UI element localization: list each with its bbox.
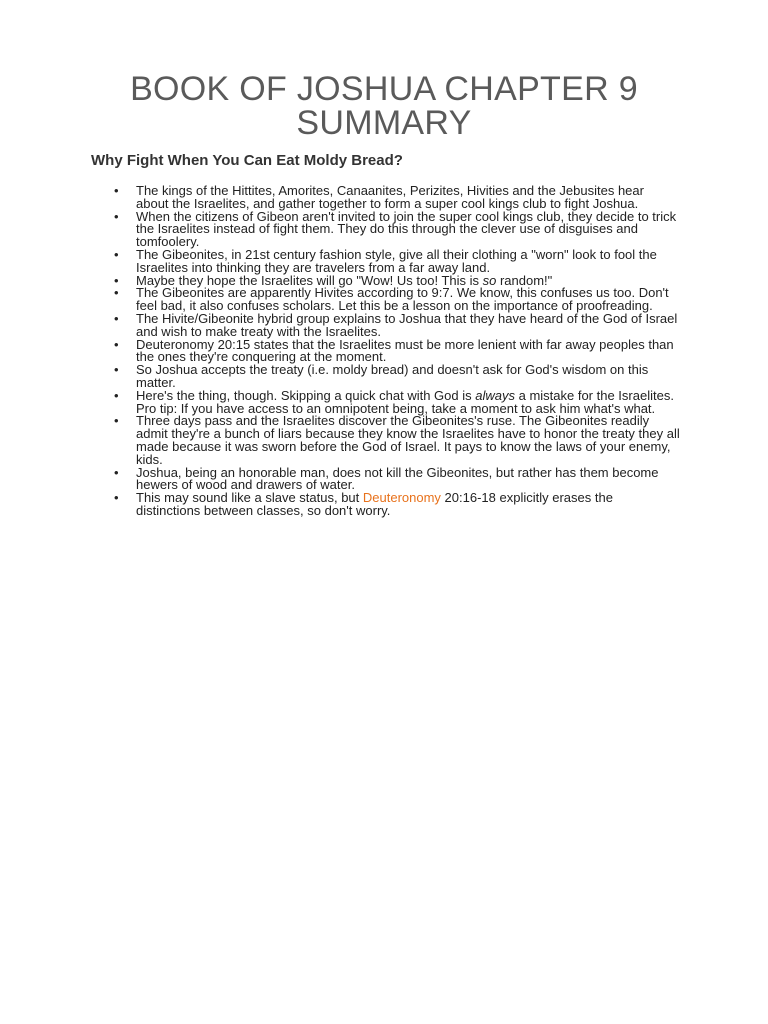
bullet-glyph: • (114, 490, 119, 506)
bullet-glyph: • (114, 336, 119, 352)
bullet-glyph: • (114, 285, 119, 301)
bullet-glyph: • (114, 310, 119, 326)
page-title-line-2: SUMMARY (296, 104, 472, 142)
deuteronomy-link[interactable]: Deuteronomy (362, 490, 441, 506)
summary-bullet-item (114, 490, 680, 518)
bullet-glyph: • (114, 246, 119, 262)
bullet-glyph: • (114, 272, 119, 288)
summary-bullet-item (114, 362, 680, 390)
summary-bullet-list (114, 183, 680, 518)
bullet-text: Three days pass and the Israelites discover the Gibeonites's ruse. The Gibeonites readily admit they're a bunch of liars because they know the Israelites have to honor the treaty they all made because it was sworn before the God of Israel. It pays to know the laws of your enemy, kids. (136, 413, 680, 467)
summary-bullet-item (114, 208, 680, 250)
summary-bullet-item (114, 285, 680, 314)
bullet-text: The Gibeonites, in 21st century fashion style, give all their clothing a "worn" look to fool the Israelites into thinking they are travelers from a far away land. (136, 246, 657, 275)
bullet-glyph: • (114, 413, 119, 429)
bullet-text: Here's the thing, though. Skipping a quick chat with God is (136, 387, 476, 403)
bullet-glyph: • (114, 362, 119, 378)
bullet-text: Deuteronomy 20:15 states that the Israelites must be more lenient with far away peoples than the ones they're conquering at the moment. (136, 336, 674, 365)
summary-bullet-item (114, 464, 680, 493)
summary-bullet-item (114, 387, 680, 416)
bullet-text: a mistake for the Israelites. Pro tip: If you have access to an omnipotent being, take a moment to ask him what's what. (136, 387, 674, 416)
bullet-text: The kings of the Hittites, Amorites, Canaanites, Perizites, Hivities and the Jebusites hear about the Israelites, and gather together to form a super cool kings club to fight Joshua. (136, 183, 644, 211)
bullet-text: This may sound like a slave status, but (136, 490, 363, 506)
summary-bullet-item (114, 413, 680, 467)
bullet-glyph: • (114, 208, 119, 224)
summary-bullet-item (114, 246, 680, 275)
bullet-text: 20:16-18 explicitly erases the distinctions between classes, so don't worry. (136, 490, 613, 518)
page-title (0, 72, 768, 140)
page-title-line-1: BOOK OF JOSHUA CHAPTER 9 (130, 70, 638, 108)
bullet-text: random!" (496, 272, 553, 288)
summary-bullet-item (114, 310, 680, 339)
bullet-emphasis: always (475, 387, 515, 403)
summary-bullet-item (114, 336, 680, 365)
bullet-text: When the citizens of Gibeon aren't invited to join the super cool kings club, they decide to trick the Israelites instead of fight them. They do this through the clever use of disguises and tomfoolery. (136, 208, 677, 250)
bullet-text: The Gibeonites are apparently Hivites according to 9:7. We know, this confuses us too. Don't feel bad, it also confuses scholars. Let this be a lesson on the importance of proofreading. (136, 285, 669, 314)
bullet-glyph: • (114, 464, 119, 480)
bullet-glyph: • (114, 387, 119, 403)
summary-bullet-item (114, 183, 680, 211)
section-heading: Why Fight When You Can Eat Moldy Bread? (91, 152, 403, 169)
bullet-text: The Hivite/Gibeonite hybrid group explains to Joshua that they have heard of the God of Israel and wish to make treaty with the Israelites. (136, 310, 678, 339)
bullet-text: Joshua, being an honorable man, does not kill the Gibeonites, but rather has them become hewers of wood and drawers of water. (136, 464, 659, 493)
bullet-glyph: • (114, 183, 119, 198)
bullet-text: So Joshua accepts the treaty (i.e. moldy bread) and doesn't ask for God's wisdom on this matter. (136, 362, 649, 390)
bullet-emphasis: so (482, 272, 497, 288)
bullet-text: Maybe they hope the Israelites will go "Wow! Us too! This is (136, 272, 483, 288)
